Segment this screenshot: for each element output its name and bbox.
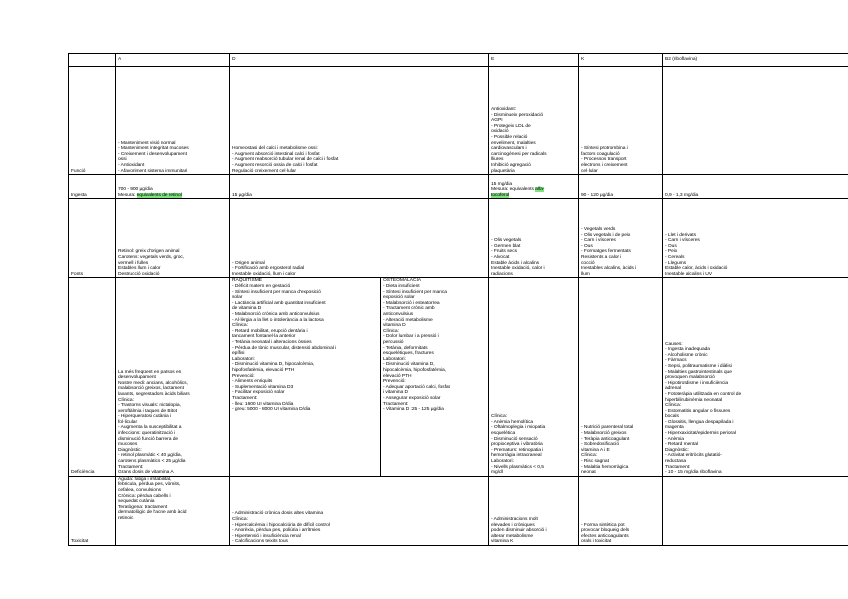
cell-toxicitat-d: - Administració crònica dosis altes vitamina Clínica: - Hipercalcèmia i hipocalciúria de difícil control - Anorèxia, pèrdua pes, poliúria i arrítmies - Hipertensió i insuficiència renal - Calcificacions teixits tous [230,476,489,545]
ingesta-e-highlight-1: alfa- [535,187,545,193]
cell-ingesta-b2: 0,9 - 1,3 mg/dia [663,175,848,199]
cell-deficiencia-e: Clínica: - Anèmia hemolítica - Oftalmoplegia i miopatia esquelètica - Disminució sensació propioceptiva i vibratòria - Prematurs: retinopatia i hemorràgia intracraneal Laboratori: - Nivells plasmàtics < 0,5 mg/dl [489,278,579,476]
cell-fonts-b2: - Llet i derivats - Carn i vísceres - Ous - Peix - Cereals - Llegums Estable calor, àcids i oxidació Inestable alcalins i UV [663,199,848,278]
cell-deficiencia-a: La més freqüent en països en desenvolupament Nostre medi: ancians, alcohòlics, malabsorció greixos, lactament laxants, segrestadors àcids biliars Clínica: - Trastorns visuals: nictalopia, xeroftàlmia i taques de Bitot - Hiperqueratosi cutània i fol·licular - Augmenta la susceptibilitat a infeccions: queratinització i disminució funció barrera de mucoses Diagnòstic: - retinol plasmàtic < 40 µg/dia, carotens plasmàtics < 25 µg/dia Tractament: Grans dosis de vitamina A [116,278,230,476]
cell-ingesta-e [489,175,579,199]
cell-ingesta-k: 90 - 120 µg/dia [579,175,663,199]
header-row [69,54,848,67]
cell-funcio-k: - Síntesi protrombina i factors coagulació - Processos transport electrons i creixement cel·lular [579,67,663,175]
cell-ingesta-a [116,175,230,199]
row-toxicitat [69,476,848,545]
cell-funcio-a: - Manteniment visió normal - Manteniment integritat mucoses - Creixement i desenvolupament ossi - Antioxidant - Afavoriment sistema immunitari [116,67,230,175]
cell-fonts-e: - Olis vegetals - Germen blat - Fruits secs - Alvocat Estable àcids i alcalins Inestable oxidació, calor i radiacions [489,199,579,278]
row-deficiencia [69,278,848,476]
row-label-fonts: Fonts [69,199,116,278]
row-label-funcio: Funció [69,67,116,175]
row-label-deficiencia: Deficiència [69,278,116,476]
ingesta-a-highlight: equivalents de retinol [136,192,182,198]
header-vitamin-d: D [230,54,489,67]
row-funcio [69,67,848,175]
vitamins-table [68,53,848,546]
row-label-ingesta: Ingesta [69,175,116,199]
cell-toxicitat-a: Aguda: fatiga i irritabilitat, febricula, pèrdua pes, vòmits, cefalea, convulsions Crònica: pèrdua cabells i sequedat cutània Teratògena: tractament dermatològic de l'acne amb àcid retinoic [116,476,230,545]
cell-deficiencia-k: - Nutrició parenteral total - Malabsorció greixos - Teràpia anticoagulant - Sobredosificació vitamina A i E Clínica: - Risc sagnat - Malaltia hemorràgica neonat [579,278,663,476]
header-vitamin-e: E [489,54,579,67]
cell-funcio-b2 [663,67,848,175]
cell-funcio-d: Homeostasi del calci i metabolisme ossi: - Augment absorció intestinal calci i fosfat - Augment reabsorció tubular renal de calci i fosfat - Augment resorció ossia de calci i fosfat Regulació creixement cel·lular [230,67,489,175]
cell-deficiencia-d-raquitisme: RAQUITISME - Dèficit matern en gestació - Síntesi insuficient per manca d'exposició solar - Lactància artificial amb quantitat insuficient de vitamina D - Malabsorció crònica amb anticonvulsius - Al·lèrgia a la llet o intolerància a la lactosa Clínica: - Retard mobilitat, erupció dentària i tancament fontanel·la anterior - Tetània neonatal i alteracions òssies - Pèrdua de tònic muscular, distensió abdominal i epífisi Laboratori: - Disminució vitamina D, hipocalcèmia, hipofosfatèmia, elevació PTH Prevenció: - Aliments enriquits - Suplementació vitamina D3 - Facilitar exposició solar Tractament: - lleu: 1600 UI vitamina D/dia - greu: 5000 - 8000 UI vitamina D/dia [230,278,381,476]
header-vitamin-a: A [116,54,230,67]
row-fonts [69,199,848,278]
ingesta-e-measure-prefix: Mesura: equivalents [491,187,536,193]
cell-toxicitat-k: - Forma sintètica pot provocar bloqueig dels efectes anticoagulants orals i toxicitat [579,476,663,545]
cell-fonts-d: - Origen animal - Fortificació amb ergosterol radial Inestable oxidació, llum i calor [230,199,489,278]
ingesta-e-amount: 15 mg/dia [491,181,513,187]
cell-toxicitat-b2 [663,476,848,545]
cell-fonts-a: Retinol: greix d'origen animal Carotens: vegetals verds, groc, vermell i fulles Estables llum i calor Destrucció oxidació [116,199,230,278]
header-vitamin-b2: B2 (riboflavina) [663,54,848,67]
cell-ingesta-d: 15 µg/dia [230,175,489,199]
cell-fonts-k: - Vegetals verds - Olis vegetals i de peix - Carn i vísceres - Ous - Formatges fermentats Resistents a calor i cocció Inestables alcalins, àcids i llum [579,199,663,278]
cell-funcio-e: Antioxidant: - Disminueix peroxidació AGPI - Protegeix LDL de oxidació - Possible relació enveliment, malalties cardiovasculars i carcinogènesi per radicals lliures Inhibició agregació plaquetària [489,67,579,175]
ingesta-e-highlight-2: tocoferol [491,192,510,198]
row-ingesta [69,175,848,199]
ingesta-a-measure-prefix: Mesura: [118,192,137,198]
header-corner-cell [69,54,116,67]
header-vitamin-k: K [579,54,663,67]
row-label-toxicitat: Toxicitat [69,476,116,545]
ingesta-a-amount: 700 - 900 µg/dia [118,187,153,193]
cell-toxicitat-e: - Administracions molt elevades i cròniques poden disminuir absorció i alterar metabolisme vitamina K [489,476,579,545]
cell-deficiencia-b2: Causes: - Ingesta inadequada - Alcoholisme crònic - Fàrmacs - Sepsi, politraumatisme i diàlisi - Malalties gastrointestinals que provoquen malabsorció - Hipotiroïdisme i insuficiència adrenal - Fototeràpia utilitzada en control de hiperbilirubinèmia neonatal Clínica: - Estomatitis angular o fissures bocals - Glossitis, llengua despapilada i magenta - Hiperxaxicitat/epidermis perioral - Anèmia - Retard mental Diagnòstic: - Activitat eritròcits glutatió- reductasa Tractament: - 10 - 15 mg/dia riboflavina [663,278,848,476]
cell-deficiencia-d-osteomalacia: OSTEOMALÀCIA - Dieta insuficient - Síntesi insuficient per manca exposició solar - Malabsorció i esteatorrea - Tractament crònic amb anticonvulsius - Alteració metabolisme vitamina D Clínica: - Dolor lumbar i a pressió i percussió - Tetània, deformitats esquelètiques, fractures Laboratori: - Disminució vitamina D, hipocalcèmia, hipofosfatèmia, elevació PTH Prevenció: - Adequar aportació calci, fosfat i vitamina D - Assegurar exposició solar Tractament: - Vitamina D :25 - 125 µg/dia [381,278,489,476]
